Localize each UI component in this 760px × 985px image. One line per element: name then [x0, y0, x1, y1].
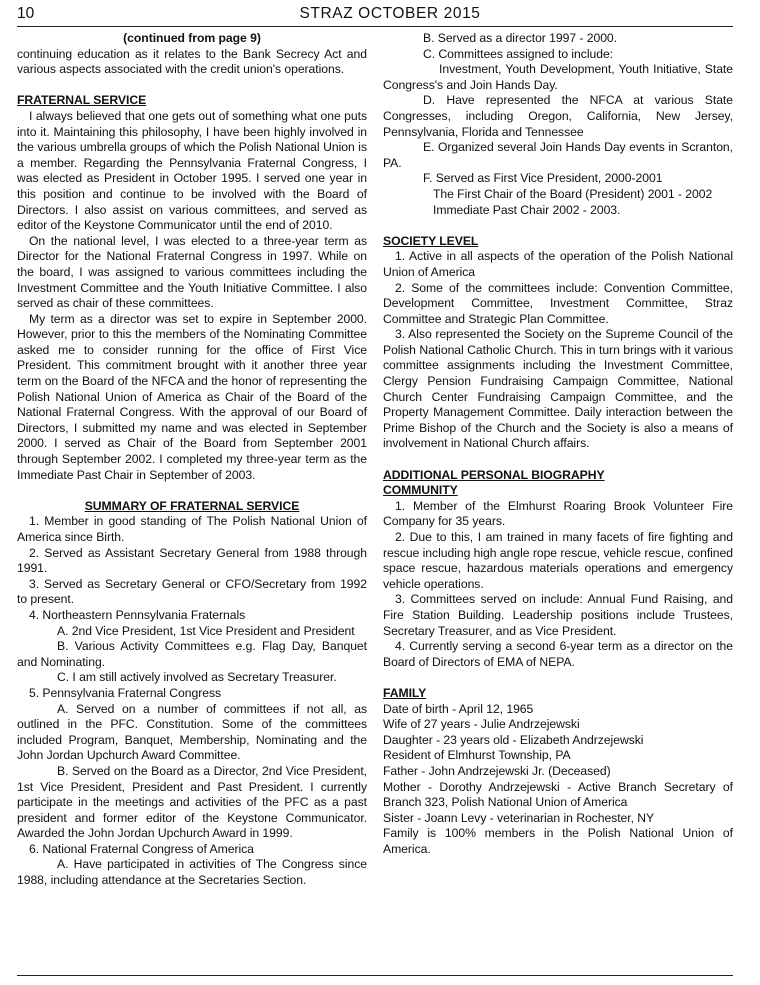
- community-item: 3. Committees served on include: Annual Fund Raising, and Fire Station Building. Leadership positions include Trustees, Secretary Treasurer, and as Vice President.: [383, 592, 733, 638]
- family-heading: FAMILY: [383, 685, 427, 700]
- society-item: 3. Also represented the Society on the Supreme Council of the Polish National Catholic Church. This in turn brings with it various committee assignments including the Investment Committee, Clergy Pension Fundraising Campaign Committee, National Church Center Fundraising Campaign Committee, and the Property Management Committee. Daily interaction between the Prime Bishop of the Church and the Society is also a means of involvement in National Church affairs.: [383, 327, 733, 451]
- continued-note: (continued from page 9): [123, 31, 261, 45]
- summary-detail: Immediate Past Chair 2002 - 2003.: [433, 202, 621, 217]
- summary-item: 3. Served as Secretary General or CFO/Secretary from 1992 to present.: [17, 576, 367, 607]
- society-heading: SOCIETY LEVEL: [383, 233, 479, 248]
- publication-title: STRAZ OCTOBER 2015: [299, 5, 481, 22]
- biography-heading: ADDITIONAL PERSONAL BIOGRAPHY: [383, 467, 605, 482]
- summary-detail: Investment, Youth Development, Youth Initiative, State Congress's and Join Hands Day.: [383, 62, 733, 92]
- header-rule: [17, 26, 733, 27]
- summary-subitem: F. Served as First Vice President, 2000-2001: [423, 171, 663, 186]
- newspaper-page: [17, 5, 733, 888]
- family-item: Daughter - 23 years old - Elizabeth Andrzejewski: [383, 732, 644, 747]
- summary-subitem: B. Various Activity Committees e.g. Flag Day, Banquet and Nominating.: [17, 639, 367, 669]
- society-item: 2. Some of the committees include: Convention Committee, Development Committee, Investment Committee, Straz Committee and Strategic Plan Committee.: [383, 280, 733, 326]
- summary-subitem: A. Have participated in activities of The Congress since 1988, including attendance at the Secretaries Section.: [17, 857, 367, 888]
- fraternal-paragraph: On the national level, I was elected to a three-year term as Director for the National Fraternal Congress in 1997. While on the board, I was assigned to various committees including the Investment Committee and the Youth Initiative Committee. I also served as chair of these committees.: [17, 233, 367, 311]
- summary-subitem: A. 2nd Vice President, 1st Vice President and President: [57, 623, 355, 638]
- family-item: Date of birth - April 12, 1965: [383, 701, 534, 716]
- community-item: 2. Due to this, I am trained in many facets of fire fighting and rescue including high angle rope rescue, vehicle rescue, confined space rescue, hazardous materials operations and emergency vehicle operations.: [383, 530, 733, 591]
- summary-item: 2. Served as Assistant Secretary General from 1988 through 1991.: [17, 545, 367, 576]
- family-item: Wife of 27 years - Julie Andrzejewski: [383, 717, 580, 732]
- family-item: Mother - Dorothy Andrzejewski - Active Branch Secretary of Branch 323, Polish National Union of America: [383, 779, 733, 810]
- summary-subitem: B. Served as a director 1997 - 2000.: [423, 31, 617, 45]
- summary-item: 5. Pennsylvania Fraternal Congress: [29, 685, 222, 700]
- page-number: 10: [17, 5, 35, 22]
- summary-item: 1. Member in good standing of The Polish National Union of America since Birth.: [17, 514, 367, 544]
- summary-subitem: C. I am still actively involved as Secretary Treasurer.: [57, 670, 337, 685]
- society-item: 1. Active in all aspects of the operation of the Polish National Union of America: [383, 249, 733, 279]
- summary-subitem: B. Served on the Board as a Director, 2nd Vice President, 1st Vice President, President and Past President. I currently participate in the meetings and activities of the PFC as a past president and former editor of the Keystone Communicator. Awarded the John Jordan Upchurch Award in 1999.: [17, 763, 367, 841]
- summary-item: 4. Northeastern Pennsylvania Fraternals: [29, 607, 246, 622]
- summary-heading: SUMMARY OF FRATERNAL SERVICE: [84, 498, 300, 513]
- summary-item: 6. National Fraternal Congress of America: [29, 841, 254, 856]
- right-column: [383, 31, 733, 857]
- family-item: Sister - Joann Levy - veterinarian in Rochester, NY: [383, 810, 655, 825]
- fraternal-paragraph: My term as a director was set to expire in September 2000. However, prior to this the members of the Nominating Committee asked me to consider running for the office of First Vice President. This commitment brought with it another three year term on the Board of the NFCA and the honor of representing the Polish National Union of America as Chair of the Board of the National Fraternal Congress. With the approval of our Board of Directors, I submitted my name and was elected in September 2000. I served as Chair of the Board from September 2001 through September 2002. I completed my three-year term as the Immediate Past Chair in September of 2003.: [17, 311, 367, 482]
- summary-subitem: D. Have represented the NFCA at various State Congresses, including Oregon, California, New Jersey, Pennsylvania, Florida and Tennessee: [383, 93, 733, 139]
- community-heading: COMMUNITY: [383, 483, 458, 498]
- intro-paragraph: continuing education as it relates to the Bank Secrecy Act and various aspects associated with the credit union's operations.: [17, 46, 367, 77]
- summary-subitem: C. Committees assigned to include:: [423, 46, 614, 61]
- community-item: 1. Member of the Elmhurst Roaring Brook Volunteer Fire Company for 35 years.: [383, 498, 733, 529]
- community-item: 4. Currently serving a second 6-year term as a director on the Board of Directors of EMA of NEPA.: [383, 639, 733, 669]
- family-item: Resident of Elmhurst Township, PA: [383, 748, 571, 763]
- family-item: Father - John Andrzejewski Jr. (Deceased): [383, 763, 611, 778]
- summary-subitem: E. Organized several Join Hands Day events in Scranton, PA.: [383, 140, 733, 170]
- fraternal-heading: FRATERNAL SERVICE: [17, 93, 147, 108]
- footer-rule: [17, 975, 733, 976]
- summary-detail: The First Chair of the Board (President) 2001 - 2002: [433, 186, 713, 201]
- left-column: [17, 31, 367, 889]
- summary-subitem: A. Served on a number of committees if not all, as outlined in the PFC. Constitution. Some of the committees included Program, Banquet, Membership, Nominating and the John Jordan Upchurch Award Committee.: [17, 701, 367, 763]
- fraternal-paragraph: I always believed that one gets out of something what one puts into it. Maintaining this philosophy, I have been highly involved in the various umbrella groups of which the Polish National Union is a member. Regarding the Pennsylvania Fraternal Congress, I was elected as President in October 1995. I served one year in this position and continue to be involved with the Board of Directors. I also assist on various committees, and served as editor of the Keystone Communicator until the end of 2010.: [17, 108, 367, 233]
- page-header: [17, 6, 733, 26]
- family-item: Family is 100% members in the Polish National Union of America.: [383, 826, 733, 856]
